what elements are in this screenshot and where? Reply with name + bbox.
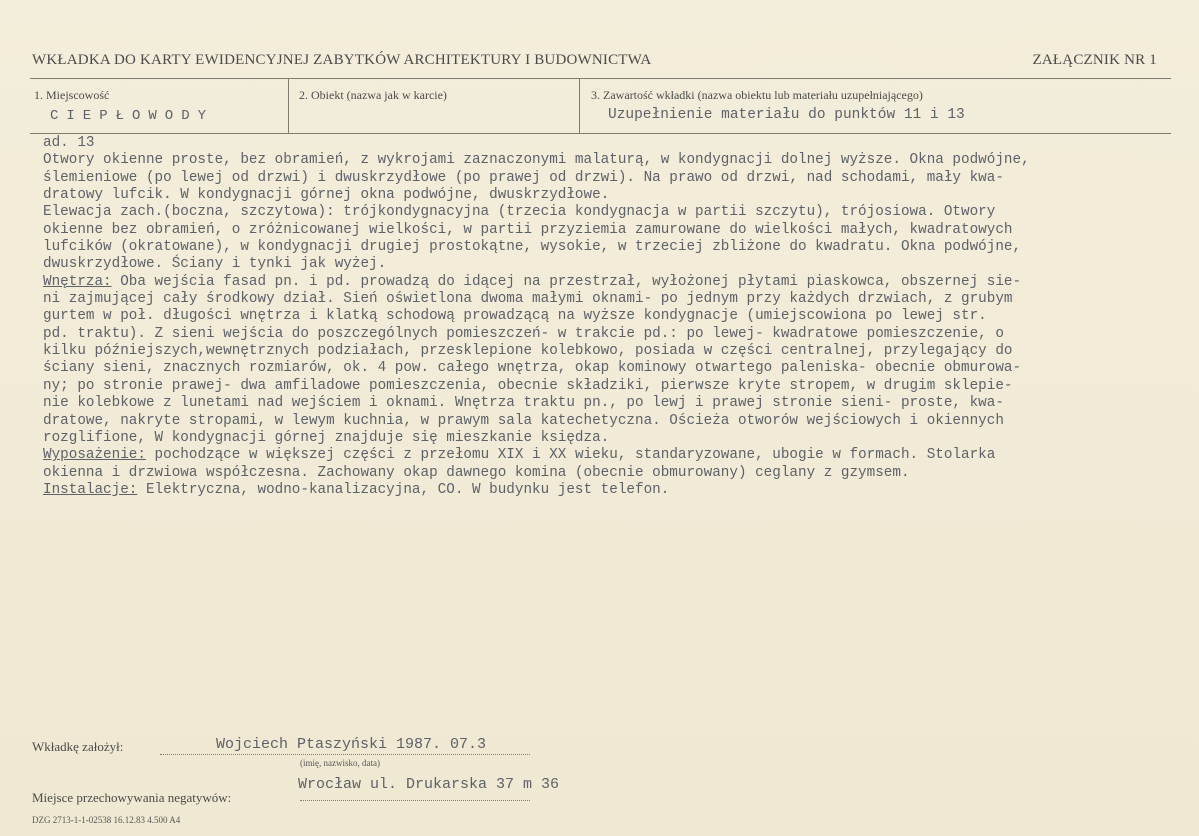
contents-value: Uzupełnienie materiału do punktów 11 i 13	[608, 107, 965, 123]
author-label: Wkładkę założył:	[32, 739, 124, 754]
line-text: dratowy lufcik. W kondygnacji górnej okna podwójne, dwuskrzydłowe.	[43, 187, 610, 204]
section-heading: Wnętrza:	[43, 273, 112, 290]
place-label: 1. Miejscowość	[34, 88, 110, 102]
storage-value: Wrocław ul. Drukarska 37 m 36	[298, 776, 560, 793]
line-text: ściany sieni, znacznych rozmiarów, ok. 4 pow. całego wnętrza, okap kominowy otwartego paleniska- obecnie obmurowa-	[43, 360, 1022, 377]
author-caption: (imię, nazwisko, data)	[300, 758, 380, 768]
line-text: Oba wejścia fasad pn. i pd. prowadzą do idącej na przestrzał, wyłożonej płytami piaskowca, obszernej sie-	[111, 273, 1022, 290]
text-line	[43, 239, 1193, 256]
print-code: DZG 2713-1-1-02538 16.12.83 4.500 A4	[32, 815, 181, 825]
line-text: okienna i drzwiowa współczesna. Zachowany okap dawnego komina (obecnie obmurowany) ceglany z gzymsem.	[43, 464, 910, 481]
line-text: gurtem w poł. długości wnętrza i klatką schodową prowadzącą na wyższe kondygnacje (umiejscowiona po lewej str.	[43, 308, 987, 325]
section-heading: Wyposażenie:	[43, 447, 146, 464]
object-label: 2. Obiekt (nazwa jak w karcie)	[299, 88, 447, 102]
text-line	[43, 360, 1193, 377]
line-text: ślemieniowe (po lewej od drzwi) i dwuskrzydłowe (po prawej od drzwi). Na prawo od drzwi, nad schodami, mały kwa-	[43, 169, 1004, 186]
line-text: ni zajmującej cały środkowy dział. Sień oświetlona dwoma małymi oknami- po jednym przy każdych drzwiach, z grubym	[43, 291, 1013, 308]
text-line	[43, 378, 1193, 395]
text-line	[43, 395, 1193, 412]
text-line	[43, 326, 1193, 343]
text-line	[43, 135, 1193, 152]
storage-line	[300, 800, 530, 801]
fields-divider	[30, 133, 1171, 134]
text-line	[43, 482, 1193, 499]
author-line	[160, 754, 530, 755]
place-value: CIEPŁOWODY	[50, 108, 215, 124]
text-line	[43, 413, 1193, 430]
text-line	[43, 204, 1193, 221]
line-text: lufcików (okratowane), w kondygnacji drugiej prostokątne, wysokie, w trzeciej zbliżone do kwadratu. Okna podwójne,	[43, 239, 1022, 256]
line-text: ad. 13	[43, 135, 95, 151]
line-text: kilku późniejszych,wewnętrznych podziałach, przesklepione kolebkowo, posiada w części centralnej, przylegający do	[43, 343, 1013, 360]
line-text: rozglifione, W kondygnacji górnej znajduje się mieszkanie księdza.	[43, 429, 610, 446]
text-line	[43, 343, 1193, 360]
text-line	[43, 447, 1193, 464]
attachment-number: ZAŁĄCZNIK NR 1	[1032, 52, 1157, 68]
line-text: pd. traktu). Z sieni wejścia do poszczególnych pomieszczeń- w trakcie pd.: po lewej- kwadratowe pomieszczenie, o	[43, 325, 1004, 342]
author-value: Wojciech Ptaszyński 1987. 07.3	[216, 736, 487, 753]
description-text	[43, 135, 1193, 499]
text-line	[43, 465, 1193, 482]
line-text: okienne bez obramień, o zróżnicowanej wielkości, w partii przyziemia zamurowane do wielkości małych, kwadratowych	[43, 221, 1013, 238]
contents-label: 3. Zawartość wkładki (nazwa obiektu lub materiału uzupełniającego)	[591, 88, 923, 102]
line-text: Elektryczna, wodno-kanalizacyjna, CO. W budynku jest telefon.	[137, 481, 670, 498]
text-line	[43, 170, 1193, 187]
field-separator-1	[288, 79, 289, 133]
line-text: nie kolebkowe z lunetami nad wejściem i oknami. Wnętrza traktu pn., po lewj i prawej stronie sieni- proste, kwa-	[43, 395, 1004, 412]
text-line	[43, 222, 1193, 239]
field-separator-2	[579, 79, 580, 133]
text-line	[43, 152, 1193, 169]
text-line	[43, 308, 1193, 325]
text-line	[43, 187, 1193, 204]
storage-label: Miejsce przechowywania negatywów:	[32, 790, 232, 805]
text-line	[43, 256, 1193, 273]
line-text: dratowe, nakryte stropami, w lewym kuchnia, w prawym sala katechetyczna. Ościeża otworów wejściowych i okiennych	[43, 412, 1004, 429]
text-line	[43, 291, 1193, 308]
card-title: WKŁADKA DO KARTY EWIDENCYJNEJ ZABYTKÓW ARCHITEKTURY I BUDOWNICTWA	[32, 52, 652, 68]
text-line	[43, 430, 1193, 447]
header-divider	[30, 78, 1171, 79]
line-text: dwuskrzydłowe. Ściany i tynki jak wyżej.	[43, 256, 387, 273]
line-text: pochodzące w większej części z przełomu XIX i XX wieku, standaryzowane, ubogie w formach. Stolarka	[145, 447, 996, 464]
line-text: Otwory okienne proste, bez obramień, z wykrojami zaznaczonymi malaturą, w kondygnacji dolnej wyższe. Okna podwójne,	[43, 152, 1030, 169]
text-line	[43, 274, 1193, 291]
section-heading: Instalacje:	[43, 481, 138, 498]
line-text: Elewacja zach.(boczna, szczytowa): trójkondygnacyjna (trzecia kondygnacja w partii szczytu), trójosiowa. Otwory	[43, 204, 996, 221]
line-text: ny; po stronie prawej- dwa amfiladowe pomieszczenia, obecnie składziki, pierwsze kryte stropem, w drugim sklepie-	[43, 377, 1013, 394]
